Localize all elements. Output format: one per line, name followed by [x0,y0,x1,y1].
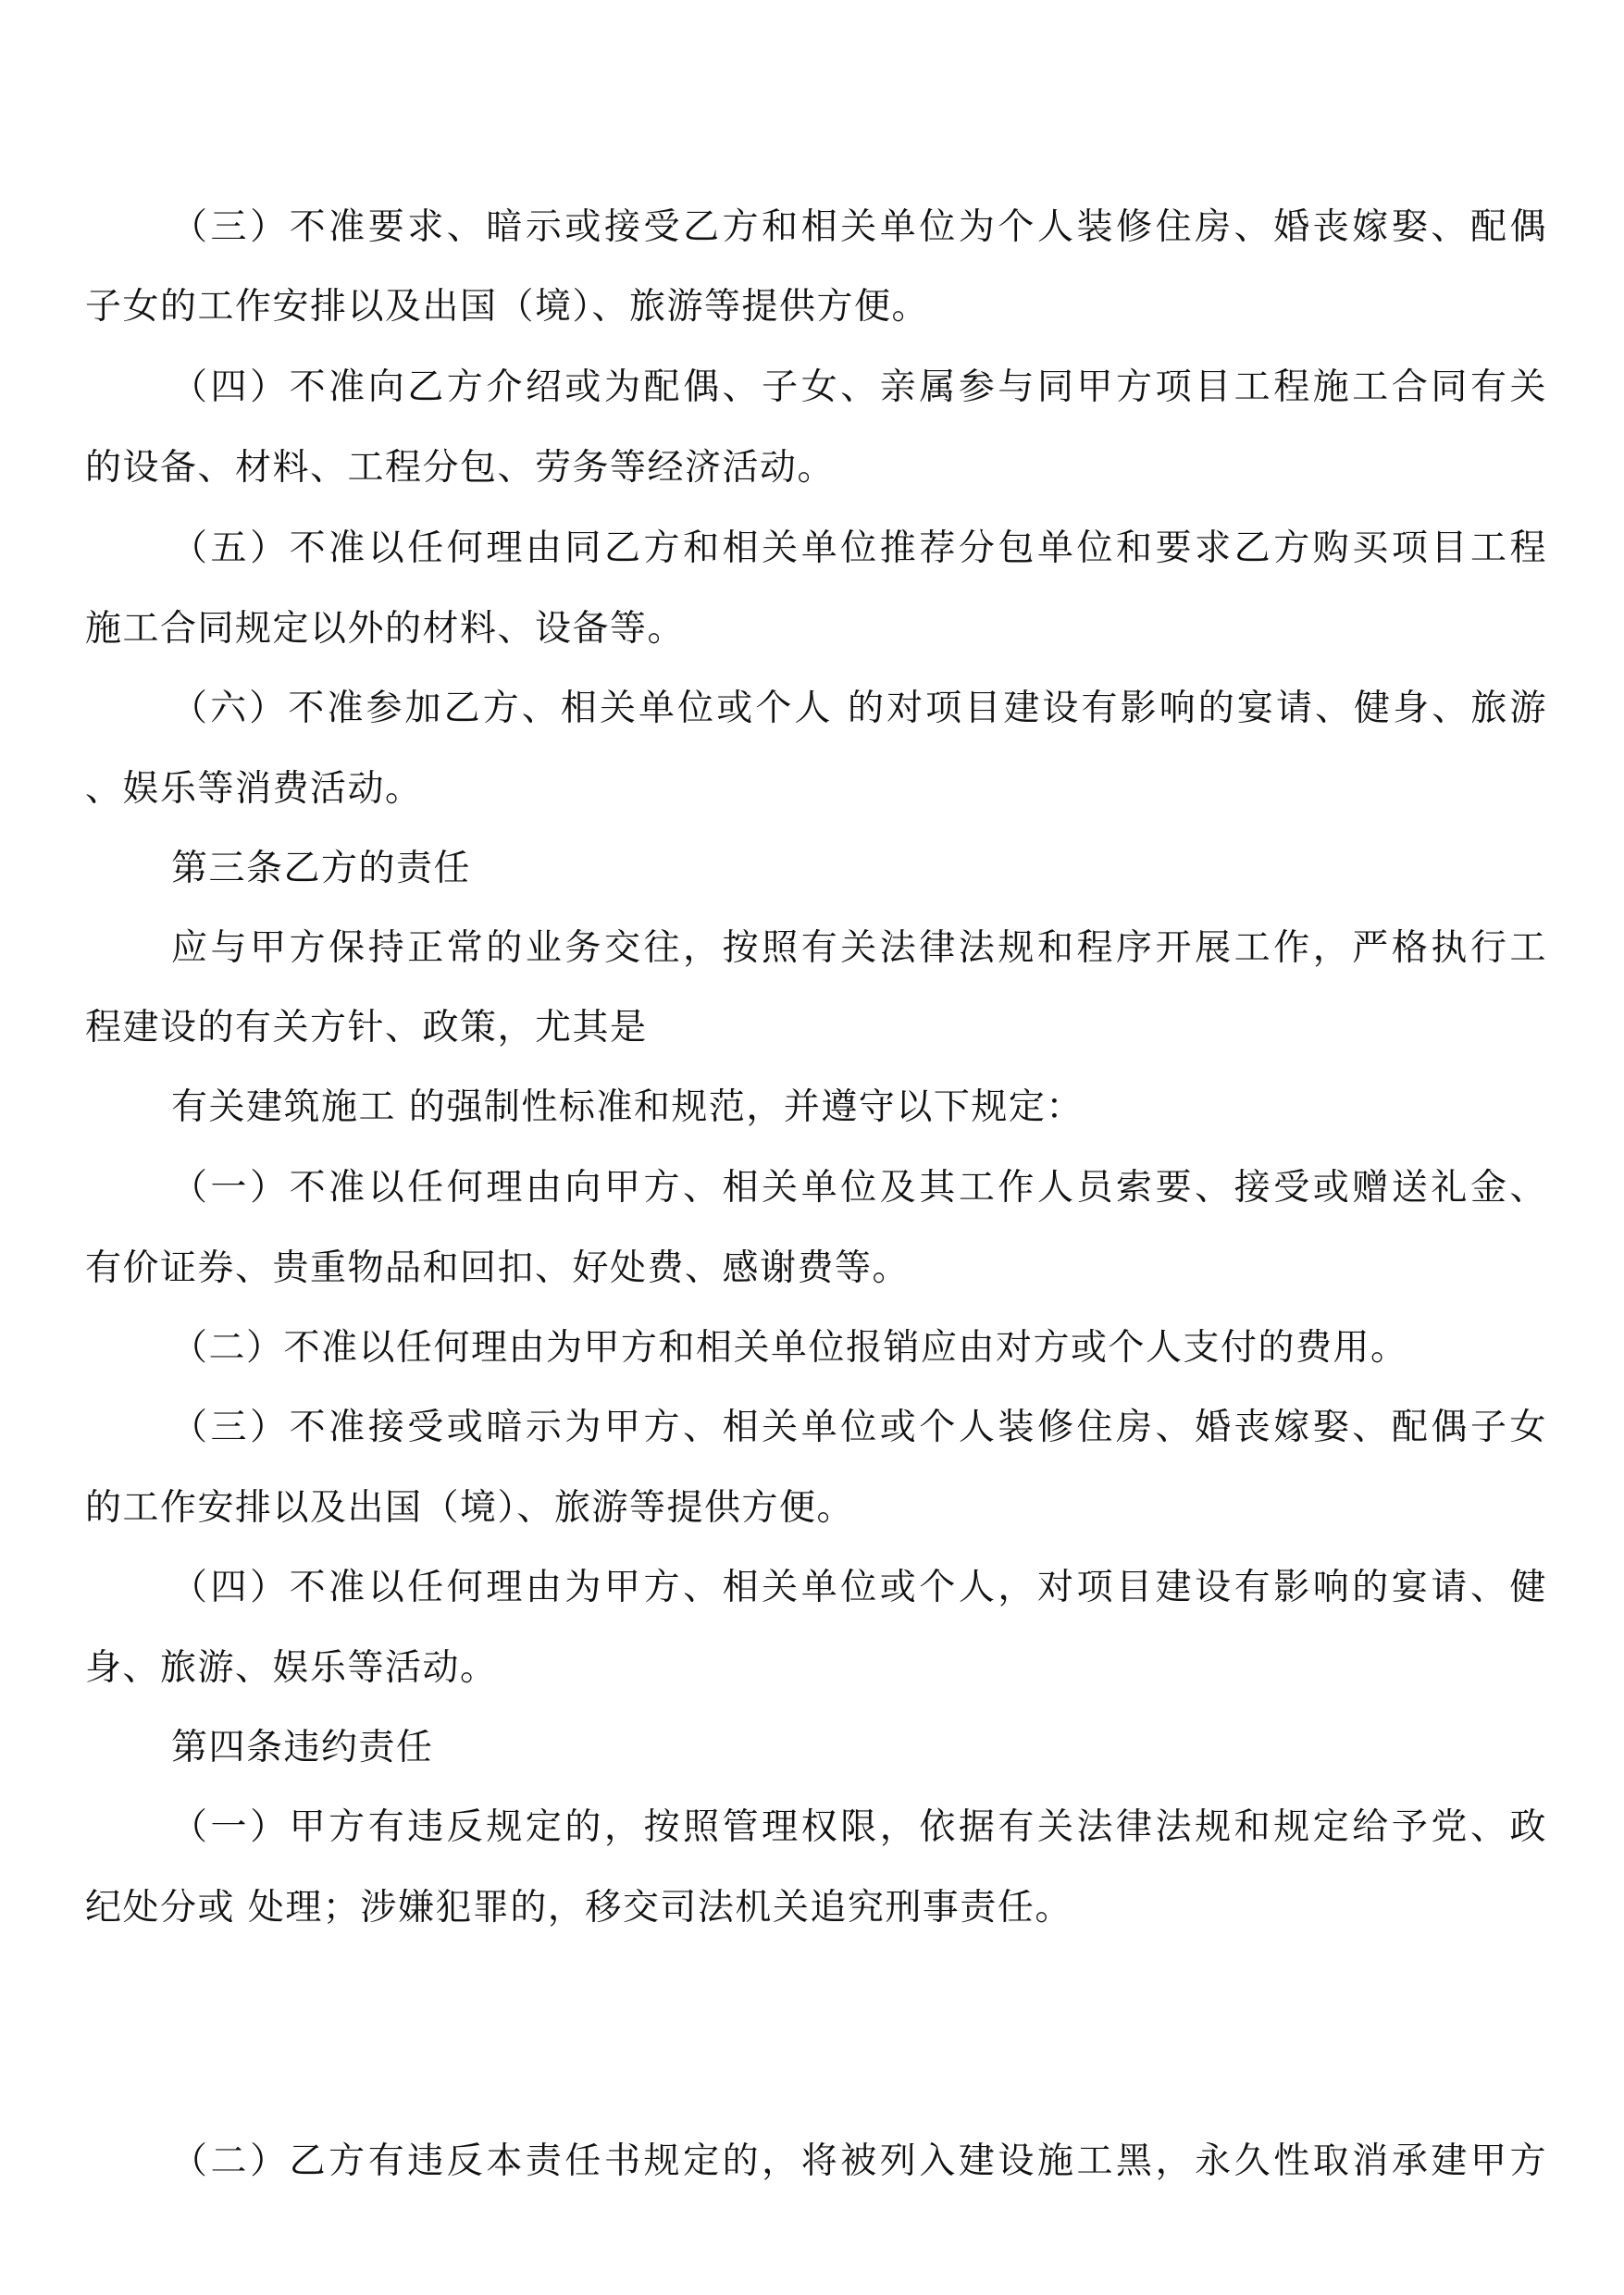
paragraph-line: （三）不准接受或暗示为甲方、相关单位或个人装修住房、婚丧嫁娶、配偶子女 [171,1407,1547,1448]
paragraph-line: （二）不准以任何理由为甲方和相关单位报销应由对方或个人支付的费用。 [171,1327,1408,1369]
paragraph-line: 子女的工作安排以及出国（境）、旅游等提供方便。 [85,286,930,328]
paragraph-line: （三）不准要求、暗示或接受乙方和相关单位为个人装修住房、婚丧嫁娶、配偶 [171,206,1547,248]
paragraph-line: 程建设的有关方针、政策，尤其是 [85,1007,648,1048]
paragraph-line: 身、旅游、娱乐等活动。 [85,1647,498,1689]
paragraph-line: 施工合同规定以外的材料、设备等。 [85,608,686,650]
paragraph-line: 、娱乐等消费活动。 [85,768,423,810]
paragraph-line: 应与甲方保持正常的业务交往，按照有关法律法规和程序开展工作，严格执行工 [171,927,1547,969]
paragraph-line: （二）乙方有违反本责任书规定的，将被列入建设施工黑，永久性取消承建甲方 [171,2140,1547,2182]
paragraph-line: 的工作安排以及出国（境）、旅游等提供方便。 [85,1487,855,1529]
paragraph-line: （四）不准向乙方介绍或为配偶、子女、亲属参与同甲方项目工程施工合同有关 [171,366,1547,408]
paragraph-line: （五）不准以任何理由同乙方和相关单位推荐分包单位和要求乙方购买项目工程 [171,527,1547,569]
paragraph-line: 的设备、材料、工程分包、劳务等经济活动。 [85,447,836,489]
section-heading: 第三条乙方的责任 [171,848,472,889]
paragraph-line: （一）甲方有违反规定的，按照管理权限，依据有关法律法规和规定给予党、政 [171,1806,1547,1848]
paragraph-line: 纪处分或 处理；涉嫌犯罪的，移交司法机关追究刑事责任。 [85,1887,1072,1929]
paragraph-line: 有价证券、贵重物品和回扣、好处费、感谢费等。 [85,1247,911,1289]
paragraph-line: （四）不准以任何理由为甲方、相关单位或个人，对项目建设有影响的宴请、健 [171,1567,1547,1608]
paragraph-line: 有关建筑施工 的强制性标准和规范，并遵守以下规定： [171,1086,1084,1128]
paragraph-line: （六）不准参加乙方、相关单位或个人 的对项目建设有影响的宴请、健身、旅游 [171,688,1547,729]
paragraph-line: （一）不准以任何理由向甲方、相关单位及其工作人员索要、接受或赠送礼金、 [171,1167,1547,1209]
section-heading: 第四条违约责任 [171,1727,434,1768]
